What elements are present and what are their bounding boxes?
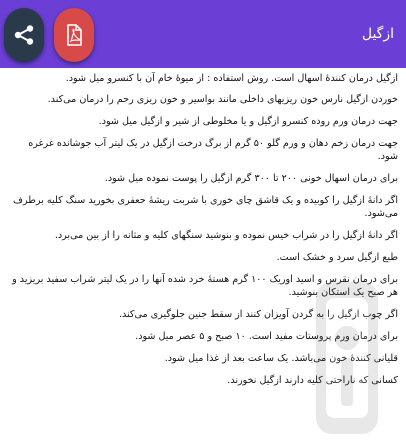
pdf-icon	[64, 23, 84, 47]
paragraph: جهت درمان ورم روده کنسرو ازگیل و یا مخلوطی از شیر و ازگیل میل شود.	[98, 116, 398, 127]
paragraph: اگر دانهٔ ازگیل را در شراب خیس نموده و بنوشید سنگهای کلیه و مثانه را از بین می‌برد.	[54, 230, 398, 241]
paragraph: خوردن ازگیل نارس خون ریزیهای داخلی مانند بواسیر و خون ریزی رحم را درمان می‌کند.	[47, 94, 398, 105]
paragraph: برای درمان ورم پروستات مفید است. ۱۰ صبح و ۵ عصر میل شود.	[135, 331, 398, 342]
page-title: ازگیل	[361, 26, 394, 42]
paragraph: برای درمان اسهال خونی ۲۰۰ تا ۳۰۰ گرم ازگیل را پوست نموده میل شود.	[104, 173, 398, 184]
paragraph: قلیانی کنندهٔ خون می‌باشد. یک ساعت بعد از غذا میل شود.	[164, 353, 398, 364]
paragraph: طبع ازگیل سرد و خشک است.	[276, 252, 398, 263]
paragraph: ازگیل درمان کنندهٔ اسهال است. روش استفاده : از میوهٔ خام آن با کنسرو میل شود.	[65, 73, 398, 84]
share-button[interactable]	[4, 8, 44, 62]
article-content[interactable]	[6, 68, 398, 446]
paragraph: اگر دانهٔ ازگیل را کوبیده و یک قاشق چای خوری با شربت ریشهٔ حعفری بخورید سنگ کلیه برطرف می‌شود.	[13, 195, 398, 219]
pdf-button[interactable]	[54, 8, 94, 62]
paragraph: اگر چوب ازگیل را به گردن آویزان کنند از سقط جنین جلوگیری می‌کند.	[118, 309, 398, 320]
paragraph: جهت درمان زخم دهان و ورم گلو ۵۰ گرم از برگ درخت ازگیل در یک لیتر آب جوشانده غرغره شود.	[28, 138, 398, 162]
share-icon	[13, 24, 35, 46]
paragraph: کسانی که ناراحتی کلیه دارند ازگیل نخورند.	[227, 375, 398, 386]
paragraph: برای درمان نقرس و اسید اوریک ۱۰۰ گرم هستهٔ خرد شده آنها را در یک لیتر شراب سفید بریزید و هر صبح یک استکان بنوشید.	[12, 274, 398, 298]
